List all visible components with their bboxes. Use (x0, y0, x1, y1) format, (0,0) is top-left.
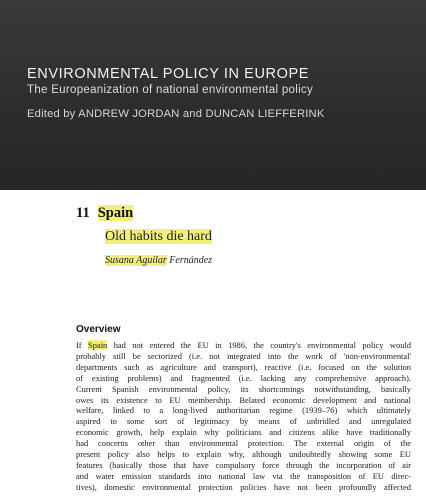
section-heading: Overview (76, 324, 121, 335)
book-cover-banner (0, 0, 426, 190)
editors-prefix: Edited by (27, 108, 76, 120)
body-line: of existing problems) and fragmented (i.e. lacking any comprehensive approach). (76, 372, 411, 383)
body-line: economic growth, help explain why politicians and citizens alike have traditionally (76, 427, 411, 438)
first-line-prefix: If (76, 340, 89, 350)
body-line: aspired to some sort of legitimacy by means of unbridled and unregulated (76, 416, 411, 427)
body-line: features (basically those that have compulsory force through the incorporation of air (76, 459, 411, 470)
first-line-rest: had not entered the EU in 1986, the country's environmental policy would (107, 340, 411, 350)
book-series-title: ENVIRONMENTAL POLICY IN EUROPE (27, 66, 310, 82)
body-line: and water emission standards into national law via the transposition of EU direc- (76, 470, 411, 481)
body-line: owes its existence to EU membership. Belated economic development and national (76, 394, 411, 405)
chapter-subtitle-text: Old habits die hard (105, 229, 212, 244)
body-line: departments such as agriculture and transport), reactive (i.e. focused on the solution (76, 361, 411, 372)
author-first-name: Susana Aguilar (105, 255, 167, 266)
body-line: present policy also helps to explain why, although undoubtedly showing some EU (76, 449, 411, 460)
book-subtitle: The Europeanization of national environmental policy (27, 84, 314, 96)
editors-names: ANDREW JORDAN and DUNCAN LIEFFERINK (78, 108, 325, 120)
chapter-title: Spain (97, 205, 134, 221)
body-line: probably still be sectorized (i.e. not integrated into the work of 'non-environmental' (76, 350, 411, 361)
body-text (76, 340, 411, 493)
chapter-subtitle (105, 229, 212, 245)
body-line: had concerns other than environmental protection. The external origin of the (76, 438, 411, 449)
book-editors (27, 108, 324, 120)
chapter-heading (76, 205, 133, 222)
chapter-number: 11 (76, 205, 90, 221)
body-line-first (76, 340, 411, 351)
body-line: welfare, linked to a long-lived authoritarian regime (1939–76) which ultimately (76, 405, 411, 416)
highlighted-word-spain: Spain (88, 340, 108, 350)
body-line: Current Spanish environmental policy, its shortcomings notwithstanding, basically (76, 383, 411, 394)
body-line: tives), domestic environmental protection policies have not been profoundly affected (76, 481, 411, 492)
chapter-author (105, 255, 212, 266)
author-last-name: Fernández (169, 255, 213, 266)
